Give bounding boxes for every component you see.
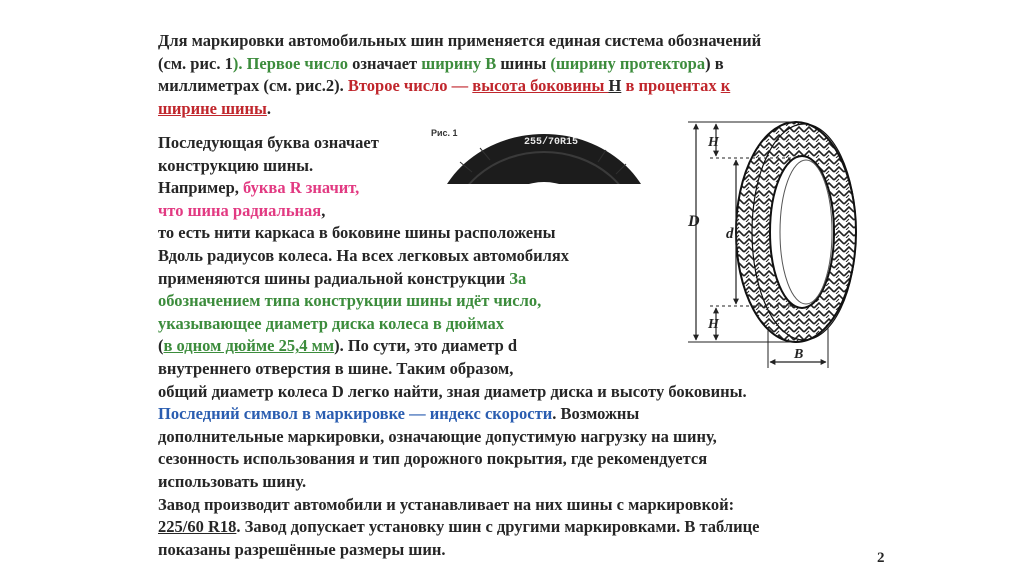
text: , xyxy=(321,200,326,220)
label-d: d xyxy=(726,226,734,242)
tire-photo xyxy=(420,122,668,184)
text-pink: буква R значит, xyxy=(243,178,360,198)
intro-line xyxy=(158,30,858,53)
page-number: 2 xyxy=(877,550,885,566)
tire-dimension-diagram xyxy=(684,110,868,378)
intro-paragraph xyxy=(158,30,858,120)
text-red-underlined: к xyxy=(720,76,731,96)
text-green: ). Первое число xyxy=(232,53,349,73)
text-green-underlined: в одном дюйме 25,4 мм xyxy=(163,336,335,356)
body-line: конструкцию шины. xyxy=(158,155,314,175)
label-H-top: H xyxy=(708,135,719,150)
text-green: (ширину протектора xyxy=(550,53,706,73)
text-red-underlined: ширине шины xyxy=(158,98,267,118)
body-line: указывающее диаметр диска колеса в дюймах xyxy=(158,313,504,333)
body-line: то есть нити каркаса в боковине шины расположены xyxy=(158,223,556,243)
text-underlined: 225/60 R18 xyxy=(158,517,237,537)
text: ) в xyxy=(705,53,724,73)
body-line: сезонность использования и тип дорожного покрытия, где рекомендуется xyxy=(158,449,708,469)
text: Для маркировки автомобильных шин применяется единая система обозначений xyxy=(158,31,762,50)
intro-line xyxy=(158,75,858,98)
body-line xyxy=(158,516,878,539)
body-line: общий диаметр колеса D легко найти, зная диаметр диска и высоту боковины. xyxy=(158,381,747,401)
body-line: использовать шину. xyxy=(158,471,307,491)
text: . Возможны xyxy=(552,404,640,424)
text: . Завод допускает установку шин с другими маркировками. В таблице xyxy=(236,517,760,537)
text-pink: что шина радиальная xyxy=(158,200,322,220)
label-D: D xyxy=(688,213,700,230)
text-green: ширину В xyxy=(421,53,497,73)
text: Например, xyxy=(158,178,244,198)
text: означает xyxy=(348,53,422,73)
body-line: внутреннего отверстия в шине. Таким образом, xyxy=(158,358,514,378)
text-green: За xyxy=(509,268,527,288)
text-blue: Последний символ в маркировке — индекс скорости xyxy=(158,404,553,424)
body-line xyxy=(158,403,878,426)
body-line: Последующая буква означает xyxy=(158,133,379,152)
tire-marking: 255/70R15 xyxy=(524,137,579,148)
body-line: дополнительные маркировки, означающие допустимую нагрузку на шину, xyxy=(158,426,717,446)
text: миллиметрах (см. рис.2). xyxy=(158,76,348,96)
body-line: показаны разрешённые размеры шин. xyxy=(158,539,446,559)
text-underlined: Н xyxy=(608,76,622,96)
label-H-bottom: H xyxy=(708,317,719,332)
text: . xyxy=(266,98,272,118)
text: ). По сути, это диаметр d xyxy=(334,336,518,356)
body-line: Вдоль радиусов колеса. На всех легковых автомобилях xyxy=(158,245,570,265)
text-red-underlined: высота боковины xyxy=(472,76,609,96)
figure1-caption: Рис. 1 xyxy=(431,128,458,138)
label-B: B xyxy=(794,347,804,362)
body-line: обозначением типа конструкции шины идёт число, xyxy=(158,291,542,311)
text: (см. рис. 1 xyxy=(158,53,233,73)
intro-line xyxy=(158,53,858,76)
text: шины xyxy=(496,53,551,73)
text-red: Второе число — xyxy=(347,76,473,96)
text-red: в процентах xyxy=(621,76,721,96)
text: ( xyxy=(158,336,164,356)
body-line: Завод производит автомобили и устанавливает на них шины с маркировкой: xyxy=(158,494,735,514)
text: применяются шины радиальной конструкции xyxy=(158,268,510,288)
